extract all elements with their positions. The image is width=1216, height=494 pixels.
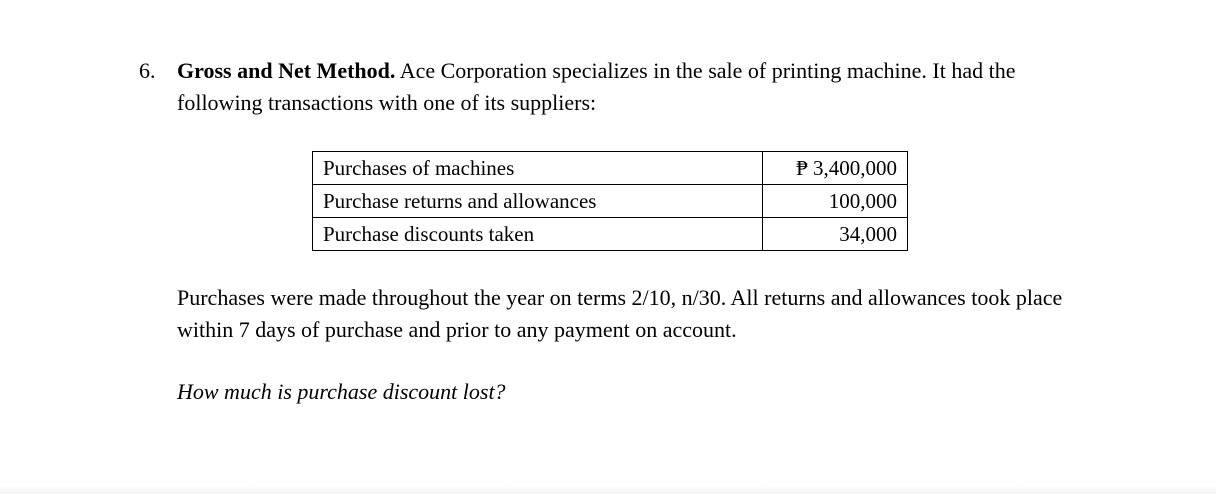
question-text: How much is purchase discount lost? <box>177 379 506 404</box>
problem-statement <box>139 55 1099 119</box>
problem-number: 6. <box>139 58 156 83</box>
table-row <box>313 152 908 185</box>
row-label: Purchase returns and allowances <box>313 185 763 218</box>
row-amount: ₱ 3,400,000 <box>763 152 908 185</box>
problem-intro: Ace Corporation specializes in the sale of printing machine. It had the following transactions with one of its suppliers: <box>177 58 1016 115</box>
row-amount: 34,000 <box>763 218 908 251</box>
row-label: Purchases of machines <box>313 152 763 185</box>
table-row <box>313 185 908 218</box>
row-label: Purchase discounts taken <box>313 218 763 251</box>
terms-note: Purchases were made throughout the year on terms 2/10, n/30. All returns and allowances took place within 7 days of purchase and prior to any payment on account. <box>177 285 1063 342</box>
problem-title: Gross and Net Method. <box>177 58 396 83</box>
problem-body <box>177 55 1099 119</box>
table-row <box>313 218 908 251</box>
row-amount: 100,000 <box>763 185 908 218</box>
transactions-table <box>312 151 908 251</box>
page-bottom-shadow <box>0 486 1216 494</box>
